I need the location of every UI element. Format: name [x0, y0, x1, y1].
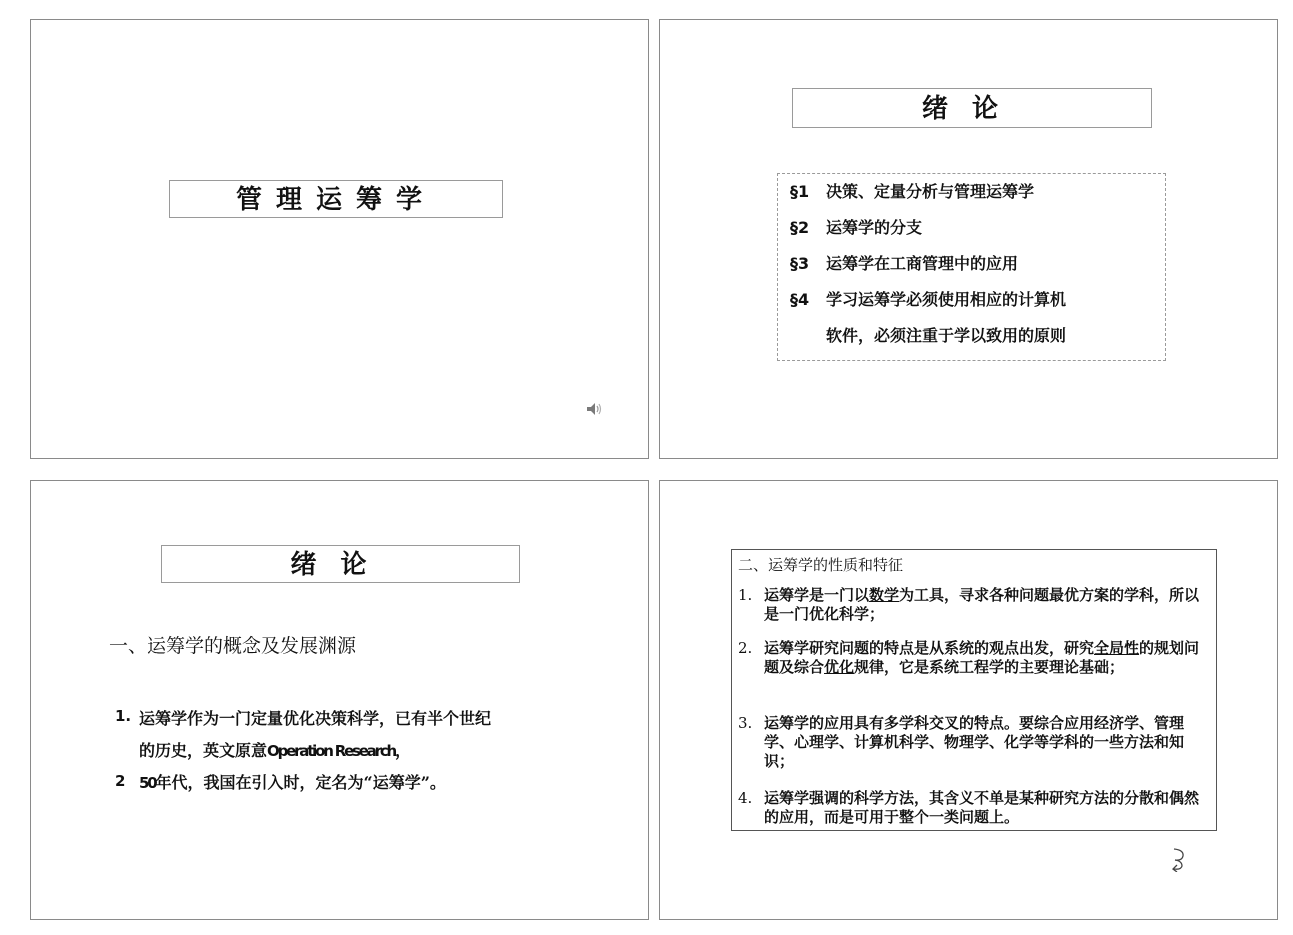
list-item-text: 运筹学强调的科学方法，其含义不单是某种研究方法的分散和偶然的应用，而是可用于整个一类问题上。: [764, 789, 1200, 826]
english-term: Operation Research: [267, 742, 396, 760]
toc-continuation: 软件，必须注重于学以致用的原则: [826, 326, 1067, 345]
slide-1: [30, 19, 649, 459]
underlined-term: 数学: [869, 586, 900, 604]
toc-section-number: §3: [790, 254, 810, 273]
list-item-text: 运筹学作为一门定量优化决策科学，已有半个世纪: [139, 709, 492, 728]
underlined-term: 优化: [824, 658, 855, 676]
section-heading: 二、运筹学的性质和特征: [738, 556, 904, 574]
list-item: [738, 639, 1212, 677]
text-segment: 运筹学研究问题的特点是从系统的观点出发，研究: [764, 639, 1095, 657]
toc-label: 学习运筹学必须使用相应的计算机: [826, 290, 1067, 309]
toc-item: [790, 179, 1034, 202]
list-item-text-line: [139, 770, 446, 793]
text-segment: 规律，它是系统工程学的主要理论基础；: [854, 658, 1125, 676]
decade-number: 50: [139, 774, 156, 792]
list-item-text: 年代，我国在引入时，定名为“运筹学”。: [155, 773, 446, 792]
list-item: [738, 789, 1212, 827]
list-item-number: 1.: [115, 707, 132, 725]
slide-2: [659, 19, 1278, 459]
toc-section-number: §4: [790, 290, 810, 309]
list-item-text-line2: [139, 738, 411, 761]
list-item-text: [764, 586, 1212, 624]
toc-item: [790, 287, 1066, 310]
slide-title: 绪论: [792, 88, 1152, 128]
list-item-punctuation: ，: [395, 741, 412, 760]
list-item-text: 的历史，英文原意: [139, 741, 268, 760]
toc-section-number: §2: [790, 218, 810, 237]
content-box: [731, 549, 1217, 831]
toc-section-number: §1: [790, 182, 810, 201]
toc-item: [790, 251, 1018, 274]
list-item: [738, 586, 1212, 624]
text-segment: 的规划问题及综合: [764, 639, 1200, 676]
list-item-text: 运筹学的应用具有多学科交叉的特点。要综合应用经济学、管理学、心理学、计算机科学、物理学、化学等学科的一些方法和知识；: [764, 714, 1185, 770]
toc-label: 决策、定量分析与管理运筹学: [826, 182, 1035, 201]
list-item-number: 3.: [738, 714, 753, 732]
slide-4: [659, 480, 1278, 920]
slide-title: 管理运筹学: [169, 180, 503, 218]
list-item-number: 2.: [738, 639, 753, 657]
list-item: [738, 714, 1212, 771]
text-segment: 运筹学是一门以: [764, 586, 870, 604]
text-segment: 为工具，寻求各种问题最优方案的学科，所以是一门优化科学；: [764, 586, 1200, 623]
slide-3: [30, 480, 649, 920]
toc-label: 运筹学的分支: [826, 218, 923, 237]
list-item-number: 1.: [738, 586, 753, 604]
list-item-text: [764, 639, 1212, 677]
list-item-number: 2: [115, 772, 126, 790]
list-item-number: 4.: [738, 789, 753, 807]
section-heading: 一、运筹学的概念及发展渊源: [109, 635, 357, 657]
speaker-icon[interactable]: [585, 400, 603, 418]
toc-item: [790, 215, 922, 238]
toc-label: 运筹学在工商管理中的应用: [826, 254, 1019, 273]
table-of-contents: [777, 173, 1166, 361]
underlined-term: 全局性: [1094, 639, 1140, 657]
slide-title: 绪论: [161, 545, 520, 583]
return-arrow-icon[interactable]: [1168, 846, 1188, 872]
